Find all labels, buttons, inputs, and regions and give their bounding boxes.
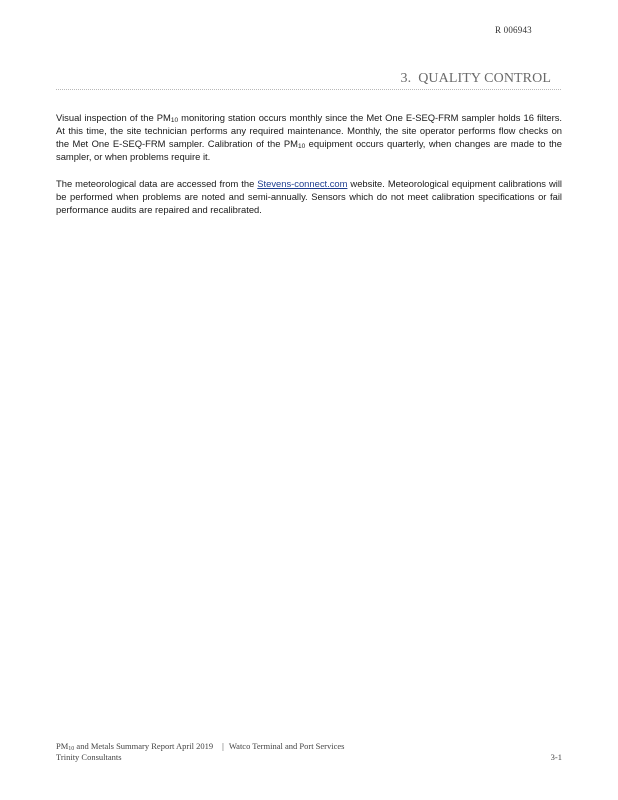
footer-separator: | xyxy=(222,741,224,751)
paragraph-text: Visual inspection of the PM xyxy=(56,112,171,123)
document-reference-number: R 006943 xyxy=(495,25,532,35)
paragraph-inspection xyxy=(56,111,562,163)
footer-pm-prefix: PM xyxy=(56,741,69,751)
page-footer xyxy=(56,741,562,763)
footer-client: Watco Terminal and Port Services xyxy=(228,741,345,751)
footer-company: Trinity Consultants xyxy=(56,752,122,762)
paragraph-text: monitoring station occurs monthly since the Met One E-SEQ-FRM sampler holds 16 filters. At this time, the site technician performs any required maintenance. Monthly, the site operator performs flow checks on the Met One E-SEQ-FRM sampler. Calibration of the PM xyxy=(56,112,562,149)
paragraph-text: equipment occurs quarterly, when changes are made to the sampler, or when problems require it. xyxy=(56,138,562,162)
section-heading xyxy=(394,71,551,87)
section-title: QUALITY CONTROL xyxy=(418,71,551,86)
section-number: 3. xyxy=(400,71,412,86)
stevens-connect-link[interactable]: Stevens-connect.com xyxy=(257,178,348,189)
page-number: 3-1 xyxy=(550,752,562,762)
paragraph-text: The meteorological data are accessed from the xyxy=(56,178,258,189)
pm-subscript: 10 xyxy=(297,143,306,150)
footer-report-line xyxy=(56,741,562,752)
paragraph-text: website. Meteorological equipment calibrations will be performed when problems are noted and semi-annually. Sensors which do not meet calibration specifications or fail performance audits are repaired and recalibrated. xyxy=(56,178,562,215)
paragraph-meteorological xyxy=(56,177,562,216)
footer-report-title: and Metals Summary Report April 2019 xyxy=(74,741,214,751)
footer-pm-subscript: 10 xyxy=(68,746,75,752)
pm-subscript: 10 xyxy=(170,117,179,124)
heading-dotted-rule xyxy=(56,89,561,90)
